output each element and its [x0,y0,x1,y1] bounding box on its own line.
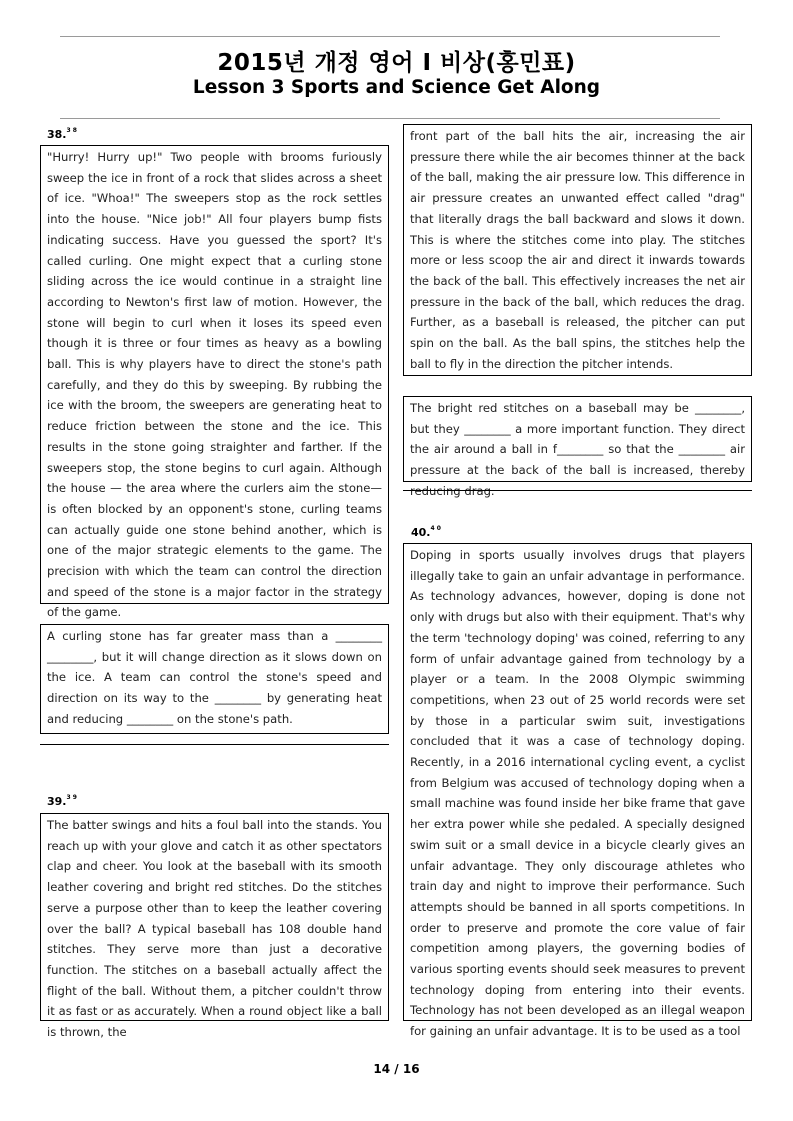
q40-passage-box [403,543,752,1039]
q39-passage-part2: front part of the ball hits the air, increasing the air pressure there while the air becomes thinner at the back of the ball, making the air pressure low. This difference in air pressure creates an unwanted effect called "drag" that literally drags the ball backward and slows it down. This is where the stitches come into play. The stitches more or less scoop the air and direct it inwards towards the back of the ball. This effectively increases the net air pressure in the back of the ball, which reduces the drag. Further, as a baseball is released, the pitcher can put spin on the ball. As the ball spins, the stitches help the ball to fly in the direction the pitcher intends. [410,129,745,371]
q38-divider [40,744,389,745]
question-number-38: 38.$^{3 8}$ [47,127,77,141]
q38-summary-box [40,624,389,734]
question-number-39: 39.$^{3 9}$ [47,794,77,808]
header-rule-top [60,36,720,37]
q39-divider [403,490,752,491]
page-title: 2015년 개정 영어 I 비상(홍민표) [217,50,576,76]
header-rule-bottom [60,118,720,119]
q39-passage-part1: The batter swings and hits a foul ball into the stands. You reach up with your glove and catch it as other spectators clap and cheer. You look at the baseball with its smooth leather covering and bright red stitches. Do the stitches serve a purpose other than to keep the leather covering over the ball? A typical baseball has 108 double hand stitches. They serve more than just a decorative function. The stitches on a baseball actually affect the flight of the ball. Without them, a pitcher couldn't throw it as fast or as accurately. When a round object like a ball is thrown, the [47,818,382,1040]
question-number-40: 40.$^{4 0}$ [411,525,441,539]
q38-passage-box [40,145,389,620]
q40-passage: Doping in sports usually involves drugs that players illegally take to gain an unfair advantage in performance. As technology advances, however, doping is done not only with drugs but also with their equipment. That's why the term 'technology doping' was coined, referring to any form of unfair advantage gained from technology by a player or a team. In the 2008 Olympic swimming competitions, when 23 out of 25 world records were set by those in a particular swim suit, investigations concluded that it was a case of technology doping. Recently, in a 2016 international cycling event, a cyclist from Belgium was accused of technology doping when a small machine was found inside her bike frame that gave her extra power while she pedaled. A specially designed swim suit or a small device in a bicycle clearly gives an unfair advantage. They only discourage athletes who train day and night to improve their performance. Such attempts should be banned in all sports competitions. In order to preserve and promote the core value of fair competition among players, the governing bodies of various sporting events should seek measures to prevent technology doping from entering into their events. Technology has not been developed as an illegal weapon for gaining an unfair advantage. It is to be used as a tool [410,548,745,1039]
q39-passage-box-right [403,124,752,376]
q38-summary: A curling stone has far greater mass than a ________ ________, but it will change direction as it slows down on the ice. A team can control the stone's speed and direction on its way to the ________ by generating heat and reducing ________ on the stone's path. [47,629,382,726]
q38-passage: "Hurry! Hurry up!" Two people with brooms furiously sweep the ice in front of a rock that slides across a sheet of ice. "Whoa!" The sweepers stop as the rock settles into the house. "Nice job!" All four players bump fists indicating success. Have you guessed the sport? It's called curling. One might expect that a curling stone sliding across the ice would continue in a straight line according to Newton's first law of motion. However, the stone will begin to curl when it loses its speed even though it is three or four times as heavy as a bowling ball. This is why players have to direct the stone's path carefully, and they do this by sweeping. By rubbing the ice with the broom, the sweepers are generating heat to reduce friction between the stone and the ice. This results in the stone going straighter and farther. If the sweepers stop, the stone begins to curl again. Although the house — the area where the curlers aim the stone—is often blocked by an opponent's stone, curling teams can actually guide one stone behind another, which is one of the major strategic elements to the game. The precision with which the team can control the direction and speed of the stone is a major factor in the strategy of the game. [47,150,382,620]
q39-passage-box-left [40,813,389,1040]
q39-summary-box [403,396,752,498]
lesson-title: Lesson 3 Sports and Science Get Along [192,77,601,98]
page-number: 14 / 16 [373,1062,420,1076]
q39-summary: The bright red stitches on a baseball may be ________, but they ________ a more important function. They direct the air around a ball in f________ so that the ________ air pressure at the back of the ball is increased, thereby reducing drag. [410,401,745,498]
